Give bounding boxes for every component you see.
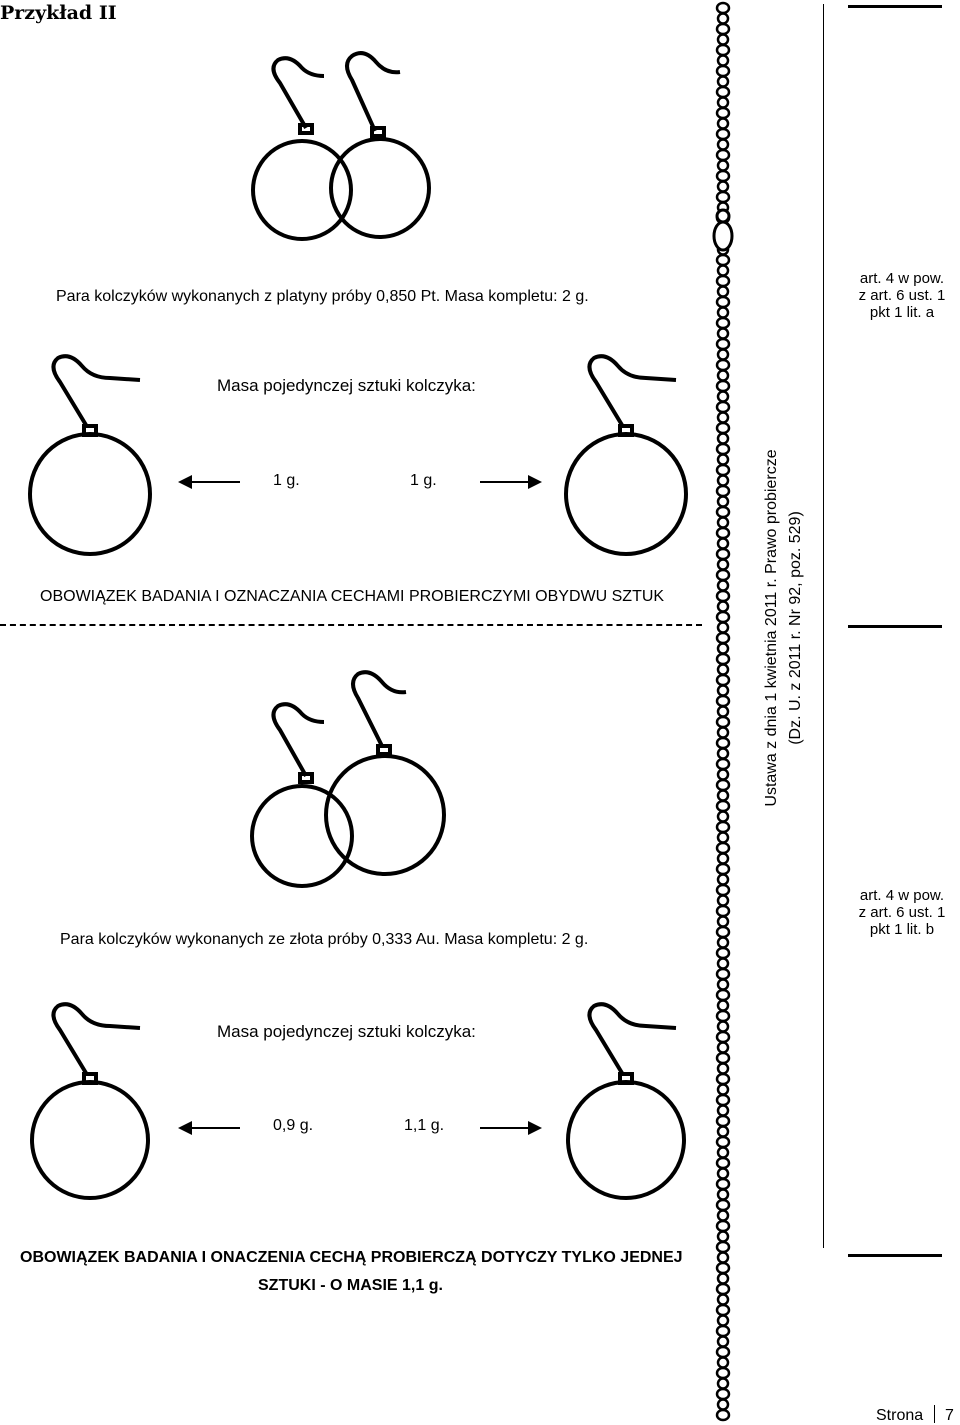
chain-link xyxy=(717,801,729,811)
margin-reference-a-line1: art. 4 w pow. xyxy=(859,270,945,287)
chain-link xyxy=(717,1347,729,1357)
chain-link xyxy=(718,770,728,780)
margin-reference-a xyxy=(847,270,957,321)
chain-link xyxy=(717,339,729,349)
chain-link xyxy=(717,192,729,202)
chain-link xyxy=(717,675,729,685)
earring-right-illustration-a xyxy=(558,350,723,555)
chain-link xyxy=(718,1274,728,1284)
earring-right-illustration-b xyxy=(558,998,723,1203)
chain-link xyxy=(718,1148,728,1158)
chain-link xyxy=(718,686,728,696)
chain-link xyxy=(718,1022,728,1032)
chain-link xyxy=(717,822,729,832)
mass-title-b: Masa pojedynczej sztuki kolczyka: xyxy=(217,1022,476,1041)
chain-link xyxy=(717,633,729,643)
margin-reference-b-line2: z art. 6 ust. 1 xyxy=(858,904,946,921)
margin-reference-b xyxy=(847,887,957,938)
earring-left-illustration-a xyxy=(22,350,187,555)
chain-link xyxy=(717,759,729,769)
chain-link xyxy=(717,465,729,475)
chain-link xyxy=(718,287,728,297)
chain-link xyxy=(717,87,729,97)
chain-link xyxy=(717,843,729,853)
obligation-text-a: OBOWIĄZEK BADANIA I OZNACZANIA CECHAMI PROBIERCZYMI OBYDWU SZTUK xyxy=(40,588,665,605)
earring-pair-illustration-a xyxy=(240,28,460,263)
chain-link xyxy=(718,476,728,486)
chain-link xyxy=(718,959,728,969)
chain-link xyxy=(717,1368,729,1378)
chain-link xyxy=(718,1106,728,1116)
chain-link xyxy=(718,1001,728,1011)
chain-link xyxy=(717,612,729,622)
chain-link xyxy=(718,707,728,717)
chain-link xyxy=(718,1169,728,1179)
chain-link xyxy=(717,318,729,328)
chain-link xyxy=(718,812,728,822)
chain-link xyxy=(717,738,729,748)
chain-link xyxy=(717,1095,729,1105)
chain-link xyxy=(718,581,728,591)
chain-link xyxy=(718,1043,728,1053)
chain-link xyxy=(718,329,728,339)
earring-pair-illustration-b xyxy=(240,668,460,903)
chain-link xyxy=(718,56,728,66)
chain-link xyxy=(717,1200,729,1210)
page-footer xyxy=(876,1405,954,1425)
chain-link xyxy=(717,66,729,76)
chain-link xyxy=(717,906,729,916)
chain-link xyxy=(717,927,729,937)
chain-link xyxy=(718,644,728,654)
chain-link xyxy=(717,1179,729,1189)
chain-link xyxy=(717,297,729,307)
chain-link xyxy=(718,497,728,507)
chain-link xyxy=(718,1316,728,1326)
footer-label: Strona xyxy=(876,1407,924,1424)
chain-link xyxy=(717,1389,729,1399)
chain-link xyxy=(717,1158,729,1168)
caption-example-b: Para kolczyków wykonanych ze złota próby 0,333 Au. Masa kompletu: 2 g. xyxy=(60,931,589,948)
chain-link xyxy=(717,570,729,580)
arrow-right-icon xyxy=(478,1120,542,1136)
chain-link xyxy=(717,1326,729,1336)
chain-link xyxy=(717,969,729,979)
chain-link xyxy=(718,938,728,948)
chain-link xyxy=(717,108,729,118)
chain-link xyxy=(718,560,728,570)
chain-link xyxy=(717,1242,729,1252)
chain-link xyxy=(718,413,728,423)
chain-link xyxy=(717,549,729,559)
chain-link xyxy=(718,1190,728,1200)
chain-link xyxy=(717,780,729,790)
law-reference xyxy=(760,423,810,833)
chain-link xyxy=(718,77,728,87)
chain-link xyxy=(718,1379,728,1389)
arrow-right-icon xyxy=(478,474,542,490)
chain-link xyxy=(718,602,728,612)
chain-link xyxy=(717,1263,729,1273)
chain-ring-icon xyxy=(717,210,729,222)
chain-link xyxy=(718,875,728,885)
mass-left-value-b: 0,9 g. xyxy=(273,1117,314,1134)
arrow-left-icon xyxy=(178,1120,242,1136)
chain-link xyxy=(718,182,728,192)
chain-link xyxy=(718,539,728,549)
chain-link xyxy=(717,255,729,265)
law-reference-line2: (Dz. U. z 2011 r. Nr 92, poz. 529) xyxy=(787,511,804,745)
earring-left-illustration-b xyxy=(22,998,187,1203)
chain-link xyxy=(718,35,728,45)
chain-link xyxy=(717,1074,729,1084)
page-number: 7 xyxy=(945,1407,954,1424)
chain-link xyxy=(717,150,729,160)
chain-link xyxy=(717,990,729,1000)
chain-link xyxy=(718,1127,728,1137)
chain-link xyxy=(717,1116,729,1126)
chain-link xyxy=(717,1410,729,1420)
chain-link xyxy=(718,728,728,738)
decorative-chain xyxy=(708,0,744,1425)
chain-link xyxy=(718,392,728,402)
chain-link xyxy=(717,864,729,874)
margin-reference-b-line1: art. 4 w pow. xyxy=(859,887,945,904)
chain-link xyxy=(717,3,729,13)
chain-link xyxy=(718,140,728,150)
margin-reference-a-line2: z art. 6 ust. 1 xyxy=(858,287,946,304)
chain-clasp-icon xyxy=(714,222,732,250)
chain-link xyxy=(717,1053,729,1063)
chain-link xyxy=(717,381,729,391)
chain-link xyxy=(718,623,728,633)
chain-link xyxy=(718,14,728,24)
chain-link xyxy=(718,1232,728,1242)
mass-right-value-a: 1 g. xyxy=(410,472,437,489)
chain-link xyxy=(718,749,728,759)
chain-link xyxy=(718,1400,728,1410)
chain-link xyxy=(718,665,728,675)
chain-link xyxy=(718,266,728,276)
mass-right-value-b: 1,1 g. xyxy=(404,1117,445,1134)
chain-link xyxy=(718,371,728,381)
caption-example-a: Para kolczyków wykonanych z platyny próby 0,850 Pt. Masa kompletu: 2 g. xyxy=(56,288,589,305)
chain-link xyxy=(717,45,729,55)
chain-link xyxy=(717,948,729,958)
obligation-text-b-line1: OBOWIĄZEK BADANIA I ONACZENIA CECHĄ PROBIERCZĄ DOTYCZY TYLKO JEDNEJ xyxy=(20,1249,683,1266)
chain-link xyxy=(718,1295,728,1305)
chain-link xyxy=(717,276,729,286)
chain-link xyxy=(717,591,729,601)
chain-link xyxy=(718,434,728,444)
chain-link xyxy=(718,917,728,927)
arrow-left-icon xyxy=(178,474,242,490)
chain-link xyxy=(717,1032,729,1042)
mass-title-a: Masa pojedynczej sztuki kolczyka: xyxy=(217,376,476,395)
chain-link xyxy=(717,24,729,34)
chain-link xyxy=(718,98,728,108)
section-divider xyxy=(0,624,702,626)
chain-link xyxy=(717,528,729,538)
chain-link xyxy=(718,1085,728,1095)
chain-link xyxy=(717,360,729,370)
chain-link xyxy=(718,896,728,906)
chain-link xyxy=(717,1137,729,1147)
margin-rule-middle xyxy=(848,625,942,628)
chain-link xyxy=(718,833,728,843)
chain-link xyxy=(718,1358,728,1368)
chain-link xyxy=(718,1211,728,1221)
chain-link xyxy=(718,1064,728,1074)
chain-link xyxy=(717,696,729,706)
margin-reference-a-line3: pkt 1 lit. a xyxy=(869,304,935,321)
margin-rule-top xyxy=(848,5,942,8)
chain-link xyxy=(718,791,728,801)
margin-reference-b-line3: pkt 1 lit. b xyxy=(869,921,935,938)
chain-link xyxy=(717,717,729,727)
chain-link xyxy=(717,486,729,496)
chain-link xyxy=(718,350,728,360)
law-reference-line1: Ustawa z dnia 1 kwietnia 2011 r. Prawo probiercze xyxy=(763,449,780,807)
page-heading: Przykład II xyxy=(0,2,117,24)
margin-rule-bottom xyxy=(848,1254,942,1257)
chain-link xyxy=(717,507,729,517)
obligation-text-b-line2: SZTUKI - O MASIE 1,1 g. xyxy=(258,1277,443,1294)
chain-link xyxy=(717,444,729,454)
chain-link xyxy=(717,885,729,895)
chain-link xyxy=(718,854,728,864)
margin-vertical-rule xyxy=(823,4,824,1248)
chain-link xyxy=(718,518,728,528)
chain-link xyxy=(717,1305,729,1315)
chain-link xyxy=(717,1221,729,1231)
chain-link xyxy=(717,654,729,664)
chain-link xyxy=(718,1337,728,1347)
chain-link xyxy=(718,980,728,990)
chain-link xyxy=(717,129,729,139)
chain-link xyxy=(718,308,728,318)
chain-link xyxy=(717,171,729,181)
chain-link xyxy=(718,455,728,465)
chain-link xyxy=(717,1284,729,1294)
chain-link xyxy=(718,1253,728,1263)
mass-left-value-a: 1 g. xyxy=(273,472,300,489)
chain-link xyxy=(717,423,729,433)
chain-link xyxy=(717,402,729,412)
chain-link xyxy=(717,1011,729,1021)
chain-link xyxy=(718,161,728,171)
chain-link xyxy=(718,119,728,129)
footer-separator xyxy=(934,1405,935,1423)
